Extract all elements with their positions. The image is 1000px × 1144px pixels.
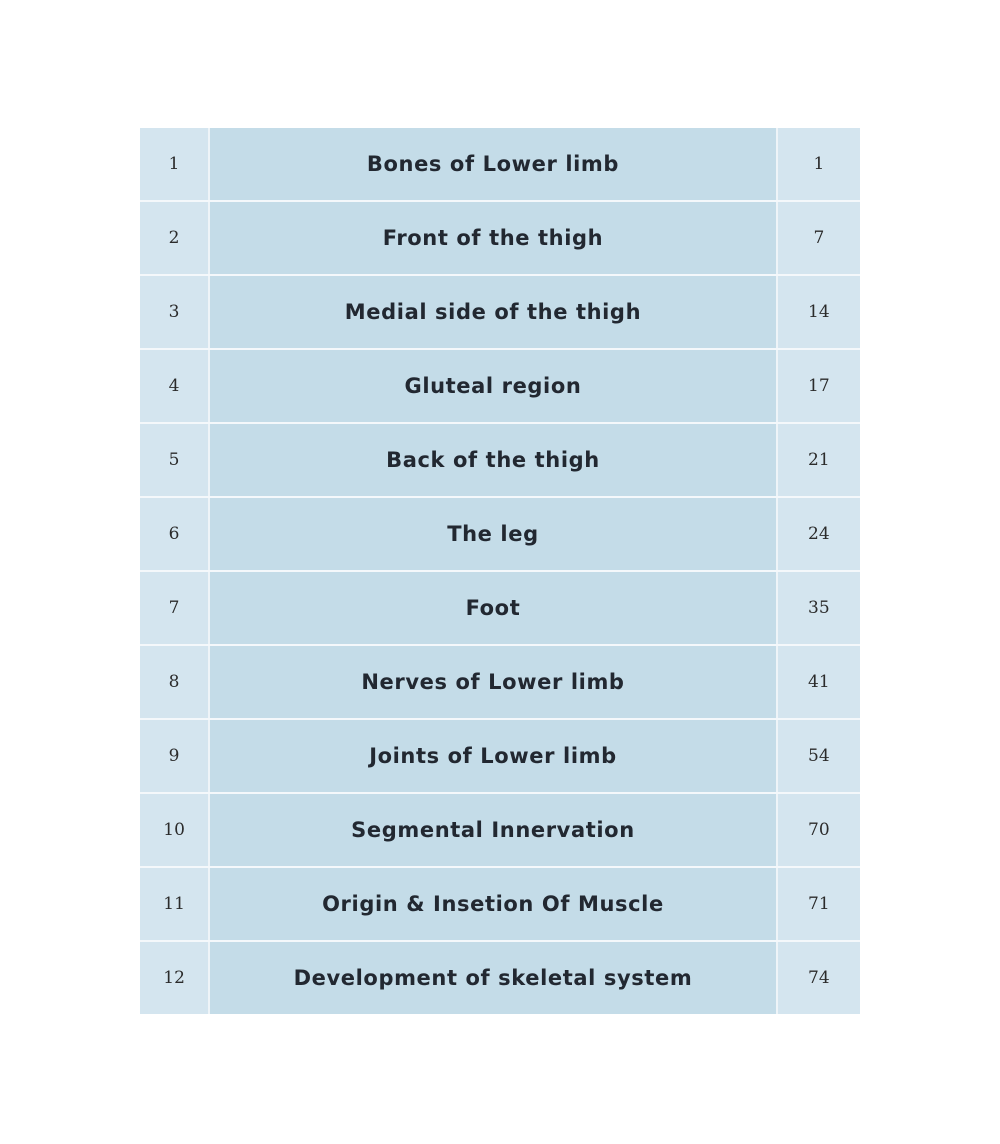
chapter-title: Foot <box>209 571 777 645</box>
table-row <box>140 128 860 201</box>
page-number: 17 <box>777 349 860 423</box>
page-number: 54 <box>777 719 860 793</box>
table-row <box>140 349 860 423</box>
chapter-number: 4 <box>140 349 209 423</box>
table-row <box>140 497 860 571</box>
page-number: 41 <box>777 645 860 719</box>
chapter-title: Nerves of Lower limb <box>209 645 777 719</box>
chapter-number: 3 <box>140 275 209 349</box>
chapter-number: 8 <box>140 645 209 719</box>
table-row <box>140 941 860 1014</box>
page-number: 1 <box>777 128 860 201</box>
table-row <box>140 571 860 645</box>
page-number: 21 <box>777 423 860 497</box>
chapter-number: 6 <box>140 497 209 571</box>
chapter-title: Back of the thigh <box>209 423 777 497</box>
chapter-number: 2 <box>140 201 209 275</box>
table-row <box>140 275 860 349</box>
chapter-number: 9 <box>140 719 209 793</box>
chapter-number: 1 <box>140 128 209 201</box>
chapter-number: 11 <box>140 867 209 941</box>
chapter-number: 5 <box>140 423 209 497</box>
table-row <box>140 793 860 867</box>
chapter-title: Front of the thigh <box>209 201 777 275</box>
chapter-title: Bones of Lower limb <box>209 128 777 201</box>
chapter-number: 10 <box>140 793 209 867</box>
page-number: 7 <box>777 201 860 275</box>
chapter-title: Development of skeletal system <box>209 941 777 1014</box>
page-number: 14 <box>777 275 860 349</box>
page-number: 74 <box>777 941 860 1014</box>
chapter-number: 12 <box>140 941 209 1014</box>
page-number: 35 <box>777 571 860 645</box>
chapter-title: Medial side of the thigh <box>209 275 777 349</box>
chapter-number: 7 <box>140 571 209 645</box>
table-row <box>140 423 860 497</box>
chapter-title: Joints of Lower limb <box>209 719 777 793</box>
table-row <box>140 719 860 793</box>
page-number: 71 <box>777 867 860 941</box>
chapter-title: Segmental Innervation <box>209 793 777 867</box>
page-number: 24 <box>777 497 860 571</box>
table-row <box>140 645 860 719</box>
table-row <box>140 201 860 275</box>
table-row <box>140 867 860 941</box>
page-number: 70 <box>777 793 860 867</box>
table-of-contents <box>140 128 860 1014</box>
chapter-title: The leg <box>209 497 777 571</box>
toc-body <box>140 128 860 1014</box>
chapter-title: Gluteal region <box>209 349 777 423</box>
chapter-title: Origin & Insetion Of Muscle <box>209 867 777 941</box>
